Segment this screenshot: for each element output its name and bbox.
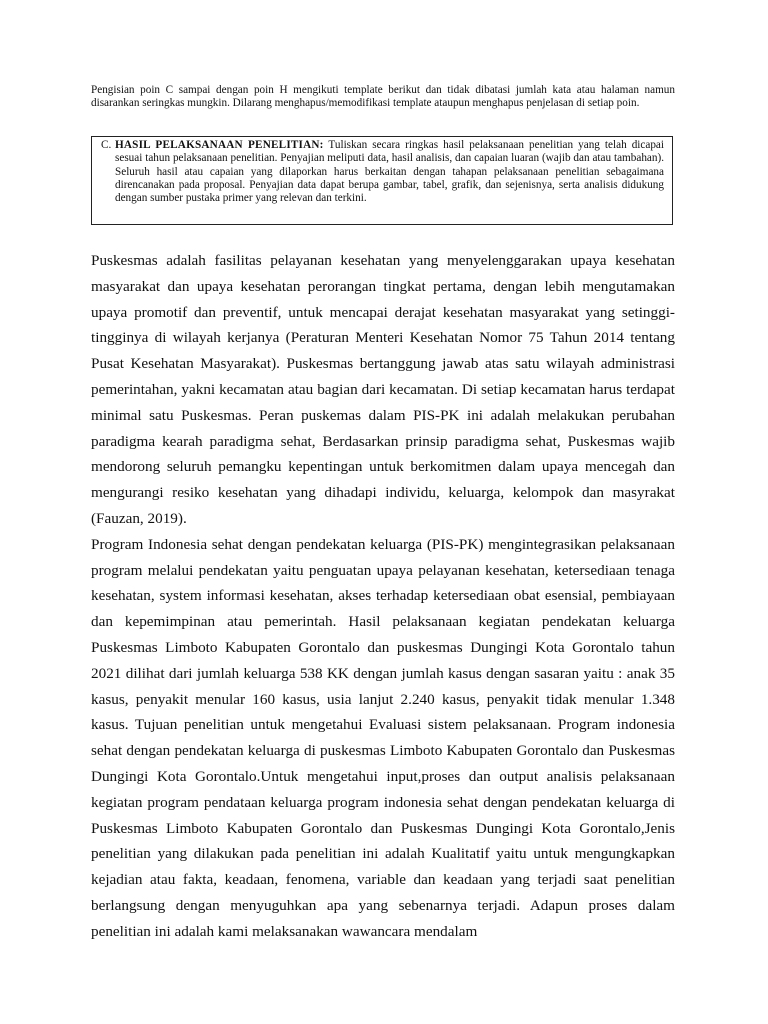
body-paragraph-2: Program Indonesia sehat dengan pendekatan keluarga (PIS-PK) mengintegrasikan pelaksanaan program melalui pendekatan yaitu penguatan upaya pelayanan kesehatan, ketersediaan tenaga kesehatan, system informasi kesehatan, akses terhadap ketersediaan obat esensial, pembiayaan dan kepemimpinan atau pemerintah. Hasil pelaksanaan kegiatan pendekatan keluarga Puskesmas Limboto Kabupaten Gorontalo dan puskesmas Dungingi Kota Gorontalo tahun 2021 dilihat dari jumlah keluarga 538 KK dengan jumlah kasus dengan sasaran yaitu : anak 35 kasus, penyakit menular 160 kasus, usia lanjut 2.240 kasus, penyakit tidak menular 1.348 kasus. Tujuan penelitian untuk mengetahui Evaluasi sistem pelaksanaan. Program indonesia sehat dengan pendekatan keluarga di puskesmas Limboto Kabupaten Gorontalo dan Puskesmas Dungingi Kota Gorontalo.Untuk mengetahui input,proses dan output analisis pelaksanaan kegiatan program pendataan keluarga program indonesia sehat dengan pendekatan keluarga di Puskesmas Limboto Kabupaten Gorontalo dan Puskesmas Dungingi Kota Gorontalo,Jenis penelitian yang dilakukan pada penelitian ini adalah Kualitatif yaitu untuk mengungkapkan kejadian atau fakta, keadaan, fenomena, variable dan keadaan yang terjadi saat penelitian berlangsung dengan menyuguhkan apa yang sebenarnya terjadi. Adapun proses dalam penelitian ini adalah kami melaksanakan wawancara mendalam <box>91 535 675 940</box>
template-instruction-text: Pengisian poin C sampai dengan poin H mengikuti template berikut dan tidak dibatasi jumlah kata atau halaman namun disarankan seringkas mungkin. Dilarang menghapus/memodifikasi template ataupun menghapus penjelasan di setiap poin. <box>91 84 675 110</box>
body-paragraph-1: Puskesmas adalah fasilitas pelayanan kesehatan yang menyelenggarakan upaya kesehatan masyarakat dan upaya kesehatan perorangan tingkat pertama, dengan lebih mengutamakan upaya promotif dan preventif, untuk mencapai derajat kesehatan masyarakat yang setinggi-tingginya di wilayah kerjanya (Peraturan Menteri Kesehatan Nomor 75 Tahun 2014 tentang Pusat Kesehatan Masyarakat). Puskesmas bertanggung jawab atas satu wilayah administrasi pemerintahan, yakni kecamatan atau bagian dari kecamatan. Di setiap kecamatan harus terdapat minimal satu Puskesmas. Peran puskemas dalam PIS-PK ini adalah melakukan perubahan paradigma kearah paradigma sehat, Berdasarkan prinsip paradigma sehat, Puskesmas wajib mendorong seluruh pemangku kepentingan untuk berkomitmen dalam upaya mencegah dan mengurangi resiko kesehatan yang dihadapi individu, keluarga, kelompok dan masyrakat (Fauzan, 2019). <box>91 252 675 527</box>
body-text <box>91 248 675 945</box>
section-c-content <box>101 139 664 205</box>
section-letter: C. <box>101 139 112 151</box>
section-c-text <box>115 139 664 205</box>
section-heading: HASIL PELAKSANAAN PENELITIAN: <box>115 139 324 151</box>
section-description: Tuliskan secara ringkas hasil pelaksanaan penelitian yang telah dicapai sesuai tahun pelaksanaan penelitian. Penyajian meliputi data, hasil analisis, dan capaian luaran (wajib dan atau tambahan). Seluruh hasil atau capaian yang dilaporkan harus berkaitan dengan tahapan pelaksanaan penelitian sebagaimana direncanakan pada proposal. Penyajian data dapat berupa gambar, tabel, grafik, dan sejenisnya, serta analisis didukung dengan sumber pustaka primer yang relevan dan terkini. <box>115 139 664 205</box>
section-c-box <box>91 136 673 225</box>
